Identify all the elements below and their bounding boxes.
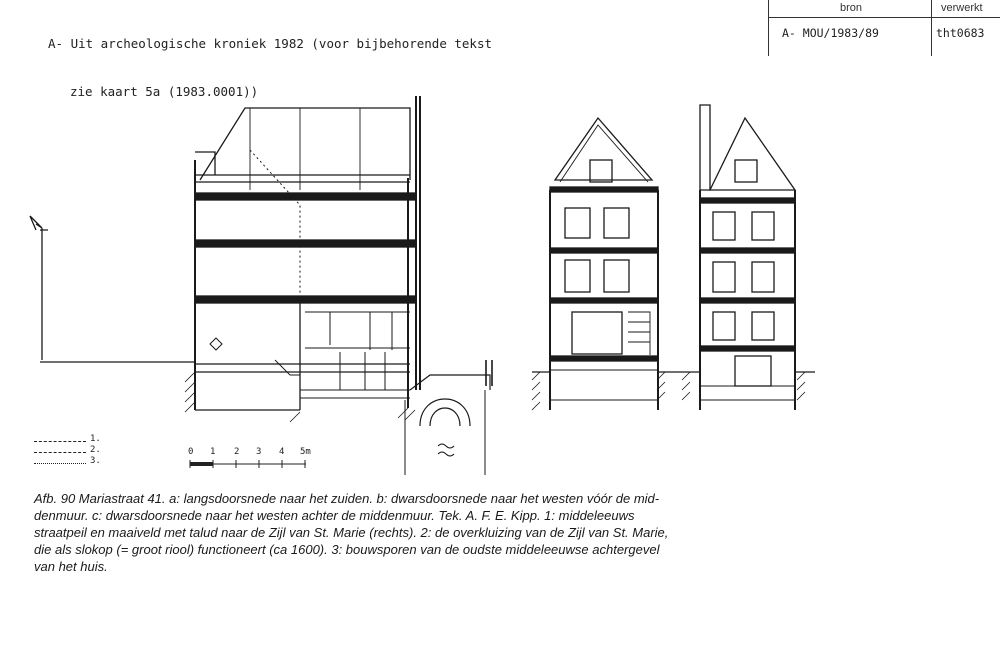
table-header-rule	[768, 17, 1000, 18]
legend-line-1	[34, 441, 86, 442]
legend-item-1	[34, 434, 114, 447]
scale-label-0: 0	[188, 447, 194, 457]
table-border-left	[768, 0, 769, 56]
bron-value: A- MOU/1983/89	[782, 26, 879, 40]
header-line-2: zie kaart 5a (1983.0001))	[70, 84, 259, 99]
legend-item-3	[34, 456, 114, 469]
scale-label-1: 1	[210, 447, 216, 457]
scale-rule	[188, 458, 318, 472]
figure-caption	[34, 490, 814, 575]
legend-label-2: 2.	[90, 445, 101, 455]
legend-line-3	[34, 463, 86, 464]
header-line-1: A- Uit archeologische kroniek 1982 (voor bijbehorende tekst	[48, 36, 493, 51]
section-b-cross-section	[532, 118, 680, 410]
ground-hatching	[185, 372, 805, 422]
caption-line-1: Afb. 90 Mariastraat 41. a: langsdoorsnede naar het zuiden. b: dwarsdoorsnede naar het westen vóór de mid-	[34, 491, 660, 506]
col-header-verwerkt: verwerkt	[941, 2, 983, 14]
caption-line-3: straatpeil en maaiveld met talud naar de Zijl van St. Marie (rechts). 2: de overkluizing van de Zijl van St. Marie,	[34, 525, 669, 540]
verwerkt-value: tht0683	[936, 26, 985, 40]
section-c-cross-section	[680, 105, 815, 410]
architectural-drawing	[0, 90, 1000, 490]
legend-label-3: 3.	[90, 456, 101, 466]
table-divider	[931, 0, 932, 56]
scale-label-4: 4	[279, 447, 285, 457]
caption-line-4: die als slokop (= groot riool) functioneert (ca 1600). 3: bouwsporen van de oudste middeleeuwse achtergevel	[34, 542, 660, 557]
legend-label-1: 1.	[90, 434, 101, 444]
legend-item-2	[34, 445, 114, 458]
scale-label-2: 2	[234, 447, 240, 457]
scale-label-3: 3	[256, 447, 262, 457]
col-header-bron: bron	[840, 2, 863, 14]
reference-table	[768, 0, 1000, 56]
legend-line-2	[34, 452, 86, 453]
caption-line-2: denmuur. c: dwarsdoorsnede naar het westen achter de middenmuur. Tek. A. F. E. Kipp. 1: middeleeuws	[34, 508, 635, 523]
section-a-longitudinal	[30, 96, 492, 475]
scale-bar	[188, 448, 328, 478]
scale-label-5: 5m	[300, 447, 311, 457]
caption-line-5: van het huis.	[34, 559, 108, 574]
